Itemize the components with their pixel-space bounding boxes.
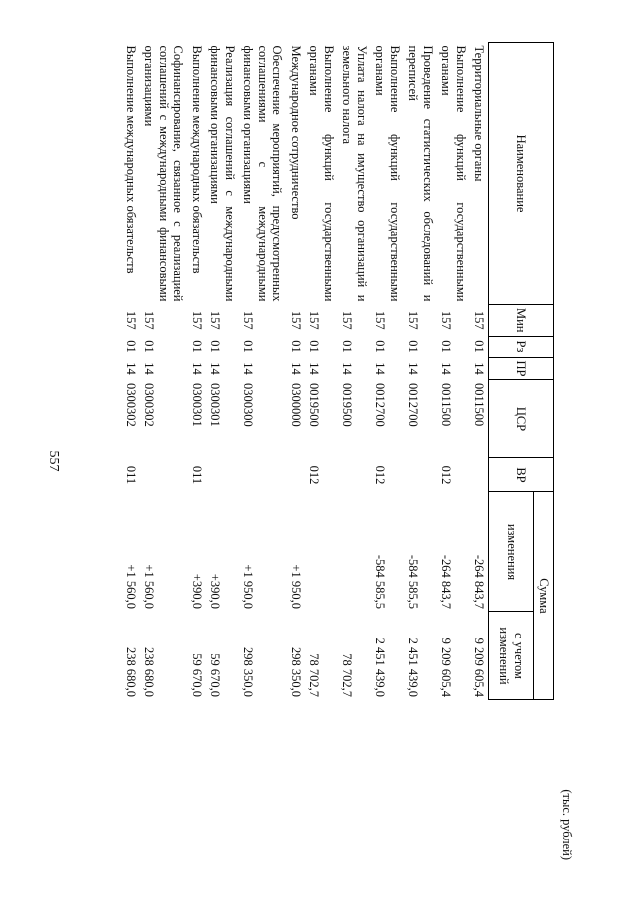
row-pr: 14 [307, 362, 322, 375]
row-changes: +1 560,0 [142, 564, 157, 609]
page-number: 557 [46, 450, 61, 472]
row-changes: +1 560,0 [124, 564, 138, 609]
budget-table [122, 42, 555, 700]
row-changes: +390,0 [208, 573, 223, 609]
row-min: 157 [241, 310, 256, 330]
row-csr: 0300302 [124, 382, 138, 427]
row-min: 157 [373, 310, 388, 330]
row-pr: 14 [406, 362, 421, 375]
row-total: 2 451 439,0 [373, 637, 388, 697]
row-total: 78 702,7 [307, 653, 322, 697]
row-name: Реализация соглашений с международными финансовыми организациями [208, 45, 237, 302]
row-changes: +1 950,0 [241, 564, 256, 609]
row-min: 157 [289, 310, 303, 330]
row-rz: 01 [208, 340, 223, 353]
row-csr: 0300301 [190, 382, 204, 427]
row-min: 157 [190, 310, 204, 330]
row-name: Выполнение функций государственными органами [307, 45, 336, 302]
row-vr: 011 [124, 465, 138, 485]
row-changes: +390,0 [190, 573, 204, 609]
row-rz: 01 [142, 340, 157, 353]
table-row [287, 43, 306, 700]
row-name: Выполнение функций государственными органами [439, 45, 468, 302]
row-csr: 0300000 [289, 382, 303, 427]
row-changes: -264 843,7 [472, 554, 487, 609]
header-changes: изменения [489, 492, 534, 612]
header-name: Наименование [489, 43, 554, 305]
header-min: Мин [489, 305, 554, 337]
row-min: 157 [307, 310, 322, 330]
row-name: Уплата налога на имущество организаций и земельного налога [340, 45, 369, 302]
table-body [122, 43, 490, 700]
table-row [305, 43, 338, 700]
row-total: 298 350,0 [241, 646, 256, 697]
row-csr: 0300301 [208, 382, 223, 427]
row-name: Выполнение функций государственными органами [373, 45, 402, 302]
table-header [489, 43, 554, 700]
row-changes [338, 492, 371, 612]
row-changes: +1 950,0 [289, 564, 303, 609]
row-csr: 0019500 [340, 382, 355, 427]
row-pr: 14 [241, 362, 256, 375]
row-changes: -584 585,5 [373, 554, 388, 609]
table-row [122, 43, 141, 700]
row-min: 157 [208, 310, 223, 330]
row-name: Обеспечение мероприятий, предусмотренных соглашениями с международными финансовыми организациями [241, 45, 285, 302]
row-vr [404, 458, 437, 492]
row-vr [287, 458, 306, 492]
header-rz: Рз [489, 336, 554, 357]
row-name: Проведение статистических обследований и переписей [406, 45, 435, 302]
row-changes [305, 492, 338, 612]
row-pr: 14 [124, 362, 138, 375]
row-pr: 14 [340, 362, 355, 375]
row-vr: 011 [190, 465, 204, 485]
row-min: 157 [142, 310, 157, 330]
row-rz: 01 [373, 340, 388, 353]
row-pr: 14 [208, 362, 223, 375]
row-changes: -584 585,5 [406, 554, 421, 609]
row-total: 238 680,0 [142, 646, 157, 697]
row-csr: 0019500 [307, 382, 322, 427]
row-csr: 0300302 [142, 382, 157, 427]
row-csr: 0300300 [241, 382, 256, 427]
table-row [239, 43, 287, 700]
row-total: 78 702,7 [340, 653, 355, 697]
row-min: 157 [124, 310, 138, 330]
row-name: Выполнение международных обязательств [124, 45, 138, 274]
row-name: Софинансирование, связанное с реализацией соглашений с международными финансовыми организациями [142, 45, 186, 302]
row-name: Выполнение международных обязательств [190, 45, 204, 274]
row-rz: 01 [307, 340, 322, 353]
table-row [371, 43, 404, 700]
row-total: 2 451 439,0 [406, 637, 421, 697]
rotated-page-content [86, 42, 576, 862]
header-vr: ВР [489, 458, 554, 492]
units-label: (тыс. рублей) [560, 789, 574, 860]
row-pr: 14 [439, 362, 454, 375]
header-with-changes: с учетом изменений [489, 612, 534, 700]
row-rz: 01 [289, 340, 303, 353]
row-changes: -264 843,7 [439, 554, 454, 609]
table-row [404, 43, 437, 700]
row-name: Международное сотрудничество [289, 45, 303, 220]
row-vr: 012 [373, 465, 388, 485]
row-min: 157 [340, 310, 355, 330]
table-row [470, 43, 489, 700]
row-rz: 01 [406, 340, 421, 353]
row-total: 9 209 605,4 [472, 637, 487, 697]
row-pr: 14 [472, 362, 487, 375]
table-row [338, 43, 371, 700]
row-min: 157 [472, 310, 487, 330]
row-csr: 0012700 [373, 382, 388, 427]
row-pr: 14 [289, 362, 303, 375]
row-csr: 0011500 [472, 382, 487, 427]
row-csr: 0012700 [406, 382, 421, 427]
row-rz: 01 [241, 340, 256, 353]
row-total: 9 209 605,4 [439, 637, 454, 697]
row-total: 59 670,0 [190, 653, 204, 697]
row-csr: 0011500 [439, 382, 454, 427]
row-vr [206, 458, 239, 492]
header-pr: ПР [489, 357, 554, 380]
row-min: 157 [439, 310, 454, 330]
row-pr: 14 [142, 362, 157, 375]
row-vr [338, 458, 371, 492]
row-vr [239, 458, 287, 492]
row-vr: 012 [307, 465, 322, 485]
row-rz: 01 [190, 340, 204, 353]
table-row [206, 43, 239, 700]
row-min: 157 [406, 310, 421, 330]
header-csr: ЦСР [489, 380, 554, 458]
row-pr: 14 [373, 362, 388, 375]
row-vr [140, 458, 188, 492]
row-pr: 14 [190, 362, 204, 375]
row-rz: 01 [124, 340, 138, 353]
row-total: 298 350,0 [289, 646, 303, 697]
table-row [437, 43, 470, 700]
table-row [188, 43, 207, 700]
row-rz: 01 [472, 340, 487, 353]
row-vr [470, 458, 489, 492]
header-sum: Сумма [534, 492, 554, 700]
row-vr: 012 [439, 465, 454, 485]
table-row [140, 43, 188, 700]
row-name: Территориальные органы [472, 45, 487, 182]
row-total: 59 670,0 [208, 653, 223, 697]
row-rz: 01 [340, 340, 355, 353]
row-total: 238 680,0 [124, 646, 138, 697]
row-rz: 01 [439, 340, 454, 353]
